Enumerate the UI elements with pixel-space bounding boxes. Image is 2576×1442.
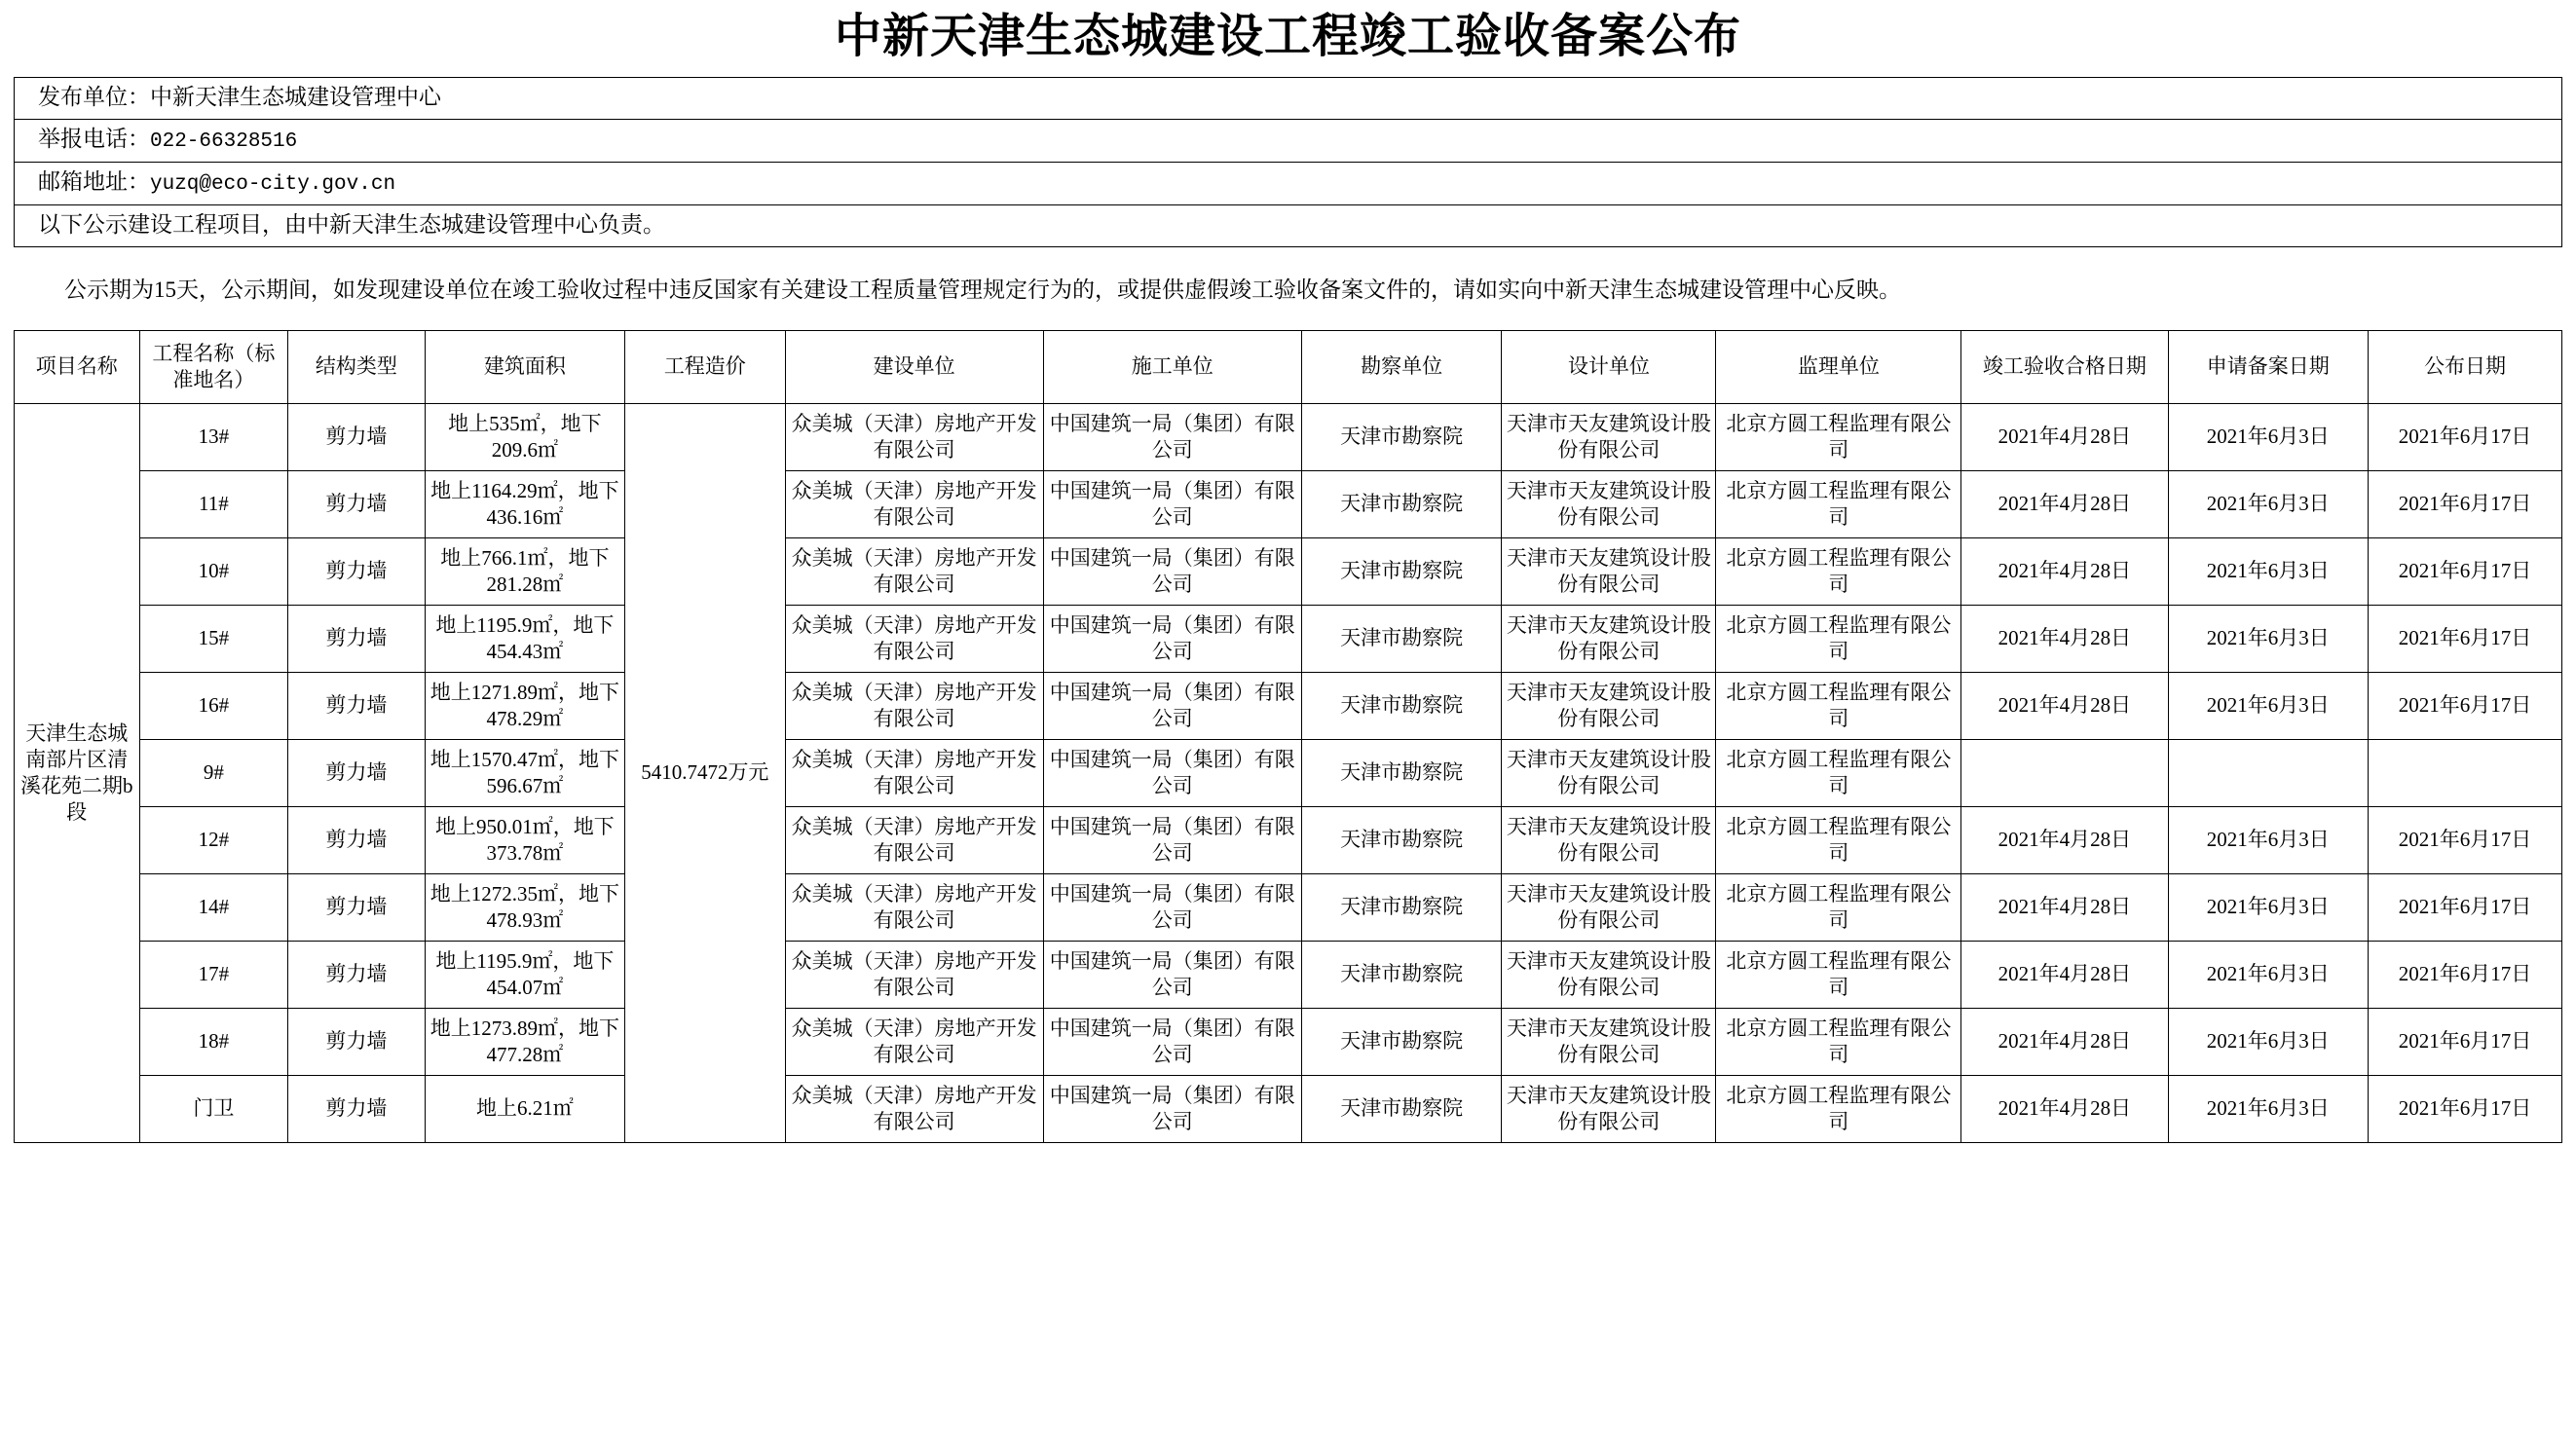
cell-acceptance-date (1961, 739, 2168, 806)
cell-acceptance-date: 2021年4月28日 (1961, 403, 2168, 470)
cell-supervisor: 北京方圆工程监理有限公司 (1716, 873, 1961, 941)
cell-building-name: 门卫 (139, 1075, 287, 1142)
info-value-publisher: 中新天津生态城建设管理中心 (150, 85, 441, 110)
cell-designer: 天津市天友建筑设计股份有限公司 (1502, 806, 1716, 873)
cell-application-date: 2021年6月3日 (2168, 470, 2369, 537)
cell-publish-date (2369, 739, 2562, 806)
table-row (15, 672, 2562, 739)
cell-structure-type: 剪力墙 (288, 470, 426, 537)
cell-publish-date: 2021年6月17日 (2369, 403, 2562, 470)
cell-designer: 天津市天友建筑设计股份有限公司 (1502, 470, 1716, 537)
cell-floor-area: 地上1570.47㎡，地下596.67㎡ (425, 739, 625, 806)
table-row (15, 537, 2562, 605)
cell-surveyor: 天津市勘察院 (1301, 537, 1502, 605)
col-header-builder: 建设单位 (785, 330, 1043, 403)
info-label-publisher: 发布单位： (38, 85, 150, 110)
cell-surveyor: 天津市勘察院 (1301, 739, 1502, 806)
cell-surveyor: 天津市勘察院 (1301, 873, 1502, 941)
cell-surveyor: 天津市勘察院 (1301, 403, 1502, 470)
page-title: 中新天津生态城建设工程竣工验收备案公布 (834, 11, 1741, 62)
cell-project-name: 天津生态城南部片区清溪花苑二期b段 (15, 403, 140, 1142)
cell-designer: 天津市天友建筑设计股份有限公司 (1502, 1008, 1716, 1075)
cell-builder: 众美城（天津）房地产开发有限公司 (785, 806, 1043, 873)
info-cell-phone (15, 119, 2562, 162)
cell-designer: 天津市天友建筑设计股份有限公司 (1502, 1075, 1716, 1142)
cell-building-name: 17# (139, 941, 287, 1008)
public-notice-text: 公示期为15天，公示期间，如发现建设单位在竣工验收过程中违反国家有关建设工程质量管理规定行为的，或提供虚假竣工验收备案文件的，请如实向中新天津生态城建设管理中心反映。 (64, 277, 1901, 303)
cell-floor-area: 地上1195.9㎡，地下454.43㎡ (425, 605, 625, 672)
cell-application-date: 2021年6月3日 (2168, 537, 2369, 605)
col-header-floor-area: 建筑面积 (425, 330, 625, 403)
cell-structure-type: 剪力墙 (288, 672, 426, 739)
cell-publish-date: 2021年6月17日 (2369, 1008, 2562, 1075)
cell-designer: 天津市天友建筑设计股份有限公司 (1502, 537, 1716, 605)
table-row (15, 806, 2562, 873)
table-header-row (15, 330, 2562, 403)
cell-surveyor: 天津市勘察院 (1301, 470, 1502, 537)
cell-surveyor: 天津市勘察院 (1301, 605, 1502, 672)
cell-constructor: 中国建筑一局（集团）有限公司 (1043, 1075, 1301, 1142)
cell-application-date: 2021年6月3日 (2168, 1075, 2369, 1142)
cell-acceptance-date: 2021年4月28日 (1961, 605, 2168, 672)
projects-table-body (15, 403, 2562, 1142)
info-cell-publisher (15, 78, 2562, 120)
cell-building-name: 14# (139, 873, 287, 941)
cell-supervisor: 北京方圆工程监理有限公司 (1716, 806, 1961, 873)
col-header-building-name: 工程名称（标准地名） (139, 330, 287, 403)
cell-acceptance-date: 2021年4月28日 (1961, 1008, 2168, 1075)
cell-builder: 众美城（天津）房地产开发有限公司 (785, 941, 1043, 1008)
cell-builder: 众美城（天津）房地产开发有限公司 (785, 739, 1043, 806)
cell-supervisor: 北京方圆工程监理有限公司 (1716, 605, 1961, 672)
cell-structure-type: 剪力墙 (288, 605, 426, 672)
cell-surveyor: 天津市勘察院 (1301, 1008, 1502, 1075)
info-label-email: 邮箱地址： (38, 169, 150, 195)
info-cell-email (15, 163, 2562, 205)
cell-builder: 众美城（天津）房地产开发有限公司 (785, 1075, 1043, 1142)
cell-surveyor: 天津市勘察院 (1301, 806, 1502, 873)
cell-application-date: 2021年6月3日 (2168, 1008, 2369, 1075)
table-row (15, 873, 2562, 941)
cell-building-name: 15# (139, 605, 287, 672)
cell-constructor: 中国建筑一局（集团）有限公司 (1043, 1008, 1301, 1075)
col-header-constructor: 施工单位 (1043, 330, 1301, 403)
cell-publish-date: 2021年6月17日 (2369, 605, 2562, 672)
cell-acceptance-date: 2021年4月28日 (1961, 672, 2168, 739)
cell-supervisor: 北京方圆工程监理有限公司 (1716, 470, 1961, 537)
cell-constructor: 中国建筑一局（集团）有限公司 (1043, 941, 1301, 1008)
cell-acceptance-date: 2021年4月28日 (1961, 806, 2168, 873)
cell-application-date: 2021年6月3日 (2168, 605, 2369, 672)
cell-designer: 天津市天友建筑设计股份有限公司 (1502, 403, 1716, 470)
cell-builder: 众美城（天津）房地产开发有限公司 (785, 672, 1043, 739)
cell-publish-date: 2021年6月17日 (2369, 537, 2562, 605)
col-header-project-cost: 工程造价 (625, 330, 785, 403)
col-header-publish-date: 公布日期 (2369, 330, 2562, 403)
cell-publish-date: 2021年6月17日 (2369, 806, 2562, 873)
cell-structure-type: 剪力墙 (288, 537, 426, 605)
info-value-phone: 022-66328516 (150, 129, 298, 153)
cell-application-date (2168, 739, 2369, 806)
cell-publish-date: 2021年6月17日 (2369, 672, 2562, 739)
cell-publish-date: 2021年6月17日 (2369, 1075, 2562, 1142)
cell-supervisor: 北京方圆工程监理有限公司 (1716, 739, 1961, 806)
header-info-table (14, 77, 2562, 247)
cell-building-name: 12# (139, 806, 287, 873)
info-label-phone: 举报电话： (38, 126, 150, 151)
cell-acceptance-date: 2021年4月28日 (1961, 470, 2168, 537)
cell-supervisor: 北京方圆工程监理有限公司 (1716, 672, 1961, 739)
cell-structure-type: 剪力墙 (288, 873, 426, 941)
cell-publish-date: 2021年6月17日 (2369, 873, 2562, 941)
table-row (15, 1075, 2562, 1142)
cell-structure-type: 剪力墙 (288, 1008, 426, 1075)
cell-project-cost: 5410.7472万元 (625, 403, 785, 1142)
cell-constructor: 中国建筑一局（集团）有限公司 (1043, 537, 1301, 605)
cell-constructor: 中国建筑一局（集团）有限公司 (1043, 672, 1301, 739)
table-row (15, 941, 2562, 1008)
cell-builder: 众美城（天津）房地产开发有限公司 (785, 537, 1043, 605)
cell-supervisor: 北京方圆工程监理有限公司 (1716, 403, 1961, 470)
cell-builder: 众美城（天津）房地产开发有限公司 (785, 873, 1043, 941)
col-header-project-name: 项目名称 (15, 330, 140, 403)
cell-application-date: 2021年6月3日 (2168, 873, 2369, 941)
col-header-designer: 设计单位 (1502, 330, 1716, 403)
cell-floor-area: 地上950.01㎡，地下373.78㎡ (425, 806, 625, 873)
cell-acceptance-date: 2021年4月28日 (1961, 537, 2168, 605)
cell-building-name: 9# (139, 739, 287, 806)
cell-floor-area: 地上1271.89㎡，地下478.29㎡ (425, 672, 625, 739)
cell-supervisor: 北京方圆工程监理有限公司 (1716, 941, 1961, 1008)
cell-designer: 天津市天友建筑设计股份有限公司 (1502, 739, 1716, 806)
cell-constructor: 中国建筑一局（集团）有限公司 (1043, 806, 1301, 873)
cell-designer: 天津市天友建筑设计股份有限公司 (1502, 672, 1716, 739)
cell-builder: 众美城（天津）房地产开发有限公司 (785, 605, 1043, 672)
table-row (15, 739, 2562, 806)
cell-publish-date: 2021年6月17日 (2369, 470, 2562, 537)
table-row (15, 403, 2562, 470)
cell-acceptance-date: 2021年4月28日 (1961, 873, 2168, 941)
cell-builder: 众美城（天津）房地产开发有限公司 (785, 1008, 1043, 1075)
cell-structure-type: 剪力墙 (288, 1075, 426, 1142)
cell-floor-area: 地上1195.9㎡，地下454.07㎡ (425, 941, 625, 1008)
table-row (15, 1008, 2562, 1075)
cell-supervisor: 北京方圆工程监理有限公司 (1716, 1075, 1961, 1142)
cell-floor-area: 地上766.1㎡，地下281.28㎡ (425, 537, 625, 605)
cell-application-date: 2021年6月3日 (2168, 403, 2369, 470)
cell-floor-area: 地上1273.89㎡，地下477.28㎡ (425, 1008, 625, 1075)
projects-table (14, 330, 2562, 1143)
cell-building-name: 10# (139, 537, 287, 605)
info-row-responsibility (15, 205, 2562, 247)
cell-constructor: 中国建筑一局（集团）有限公司 (1043, 403, 1301, 470)
cell-structure-type: 剪力墙 (288, 739, 426, 806)
cell-surveyor: 天津市勘察院 (1301, 672, 1502, 739)
cell-application-date: 2021年6月3日 (2168, 672, 2369, 739)
col-header-application-date: 申请备案日期 (2168, 330, 2369, 403)
cell-building-name: 13# (139, 403, 287, 470)
info-cell-responsibility: 以下公示建设工程项目，由中新天津生态城建设管理中心负责。 (15, 205, 2562, 247)
table-row (15, 470, 2562, 537)
col-header-structure-type: 结构类型 (288, 330, 426, 403)
cell-acceptance-date: 2021年4月28日 (1961, 1075, 2168, 1142)
cell-building-name: 18# (139, 1008, 287, 1075)
info-value-email: yuzq@eco-city.gov.cn (150, 173, 396, 197)
cell-surveyor: 天津市勘察院 (1301, 1075, 1502, 1142)
cell-building-name: 11# (139, 470, 287, 537)
cell-floor-area: 地上1272.35㎡，地下478.93㎡ (425, 873, 625, 941)
cell-surveyor: 天津市勘察院 (1301, 941, 1502, 1008)
projects-table-head (15, 330, 2562, 403)
cell-publish-date: 2021年6月17日 (2369, 941, 2562, 1008)
cell-structure-type: 剪力墙 (288, 806, 426, 873)
cell-designer: 天津市天友建筑设计股份有限公司 (1502, 605, 1716, 672)
cell-building-name: 16# (139, 672, 287, 739)
col-header-surveyor: 勘察单位 (1301, 330, 1502, 403)
cell-application-date: 2021年6月3日 (2168, 806, 2369, 873)
cell-acceptance-date: 2021年4月28日 (1961, 941, 2168, 1008)
cell-structure-type: 剪力墙 (288, 403, 426, 470)
table-row (15, 605, 2562, 672)
cell-supervisor: 北京方圆工程监理有限公司 (1716, 537, 1961, 605)
header-info-body (15, 78, 2562, 247)
info-row-email (15, 163, 2562, 205)
col-header-supervisor: 监理单位 (1716, 330, 1961, 403)
cell-designer: 天津市天友建筑设计股份有限公司 (1502, 873, 1716, 941)
info-row-phone (15, 119, 2562, 162)
cell-application-date: 2021年6月3日 (2168, 941, 2369, 1008)
cell-supervisor: 北京方圆工程监理有限公司 (1716, 1008, 1961, 1075)
col-header-acceptance-date: 竣工验收合格日期 (1961, 330, 2168, 403)
cell-floor-area: 地上6.21㎡ (425, 1075, 625, 1142)
cell-designer: 天津市天友建筑设计股份有限公司 (1502, 941, 1716, 1008)
cell-builder: 众美城（天津）房地产开发有限公司 (785, 470, 1043, 537)
cell-floor-area: 地上535㎡，地下209.6㎡ (425, 403, 625, 470)
cell-structure-type: 剪力墙 (288, 941, 426, 1008)
info-row-publisher (15, 78, 2562, 120)
cell-builder: 众美城（天津）房地产开发有限公司 (785, 403, 1043, 470)
cell-floor-area: 地上1164.29㎡，地下436.16㎡ (425, 470, 625, 537)
cell-constructor: 中国建筑一局（集团）有限公司 (1043, 739, 1301, 806)
cell-constructor: 中国建筑一局（集团）有限公司 (1043, 605, 1301, 672)
cell-constructor: 中国建筑一局（集团）有限公司 (1043, 470, 1301, 537)
cell-constructor: 中国建筑一局（集团）有限公司 (1043, 873, 1301, 941)
